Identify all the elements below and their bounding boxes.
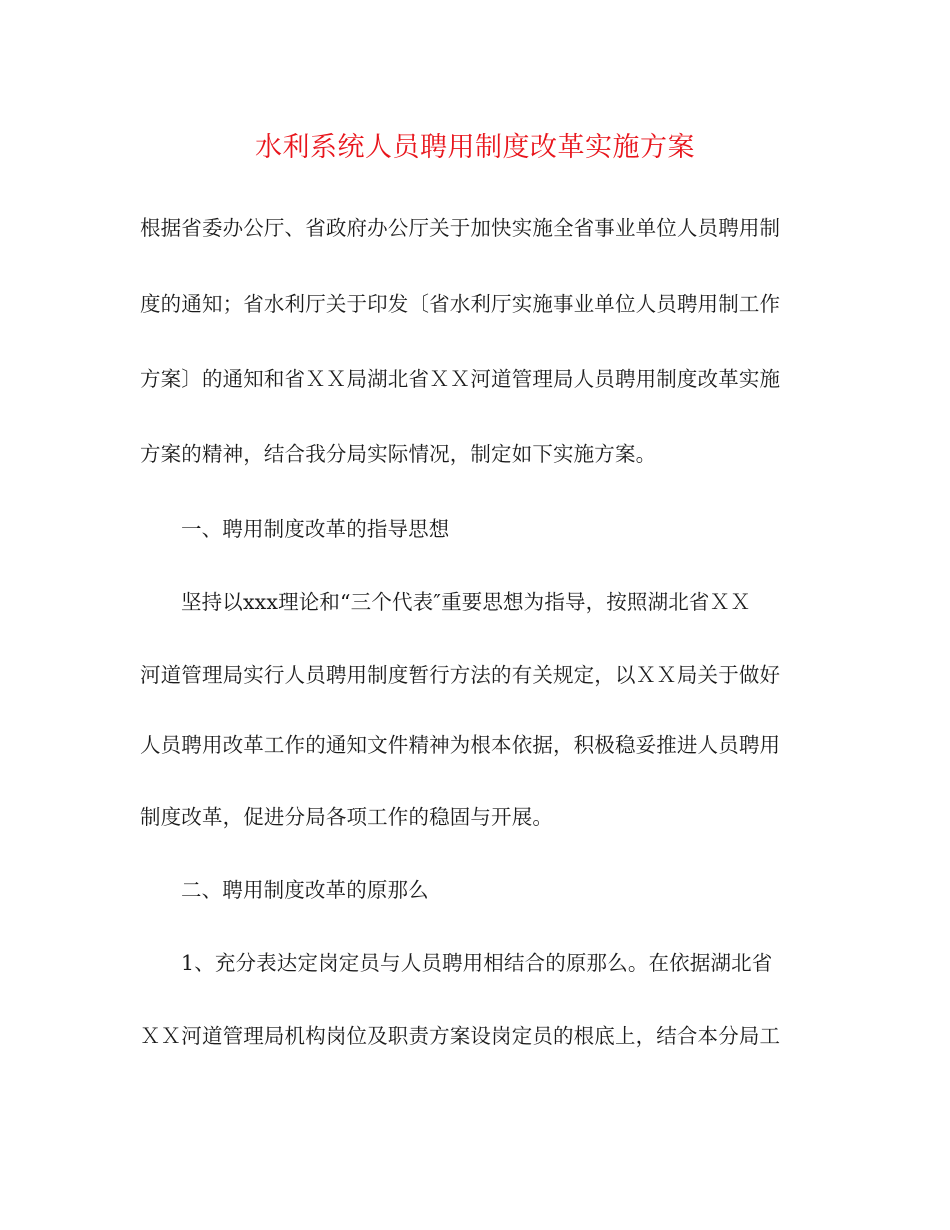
paragraph-line: 制度改革，促进分局各项工作的稳固与开展。 (140, 805, 553, 829)
document-title: 水利系统人员聘用制度改革实施方案 (255, 132, 695, 163)
paragraph-line: 度的通知；省水利厅关于印发〔省水利厅实施事业单位人员聘用制工作 (140, 292, 781, 316)
paragraph-line: 1、充分表达定岗定员与人员聘用相结合的原那么。在依据湖北省 (181, 951, 773, 975)
paragraph-line: 坚持以xxx理论和“三个代表″重要思想为指导，按照湖北省ＸＸ (181, 590, 751, 614)
paragraph-line: 河道管理局实行人员聘用制度暂行方法的有关规定，以ＸＸ局关于做好 (140, 663, 781, 687)
section-heading: 二、聘用制度改革的原那么 (181, 878, 429, 902)
paragraph-line: 方案的精神，结合我分局实际情况，制定如下实施方案。 (140, 442, 657, 466)
paragraph-line: ＸＸ河道管理局机构岗位及职责方案设岗定员的根底上，结合本分局工 (140, 1024, 781, 1048)
paragraph-line: 根据省委办公厅、省政府办公厅关于加快实施全省事业单位人员聘用制 (140, 216, 781, 240)
paragraph-line: 方案〕的通知和省ＸＸ局湖北省ＸＸ河道管理局人员聘用制度改革实施 (140, 367, 781, 391)
section-heading: 一、聘用制度改革的指导思想 (181, 517, 450, 541)
paragraph-line: 人员聘用改革工作的通知文件精神为根本依据，积极稳妥推进人员聘用 (140, 733, 781, 757)
